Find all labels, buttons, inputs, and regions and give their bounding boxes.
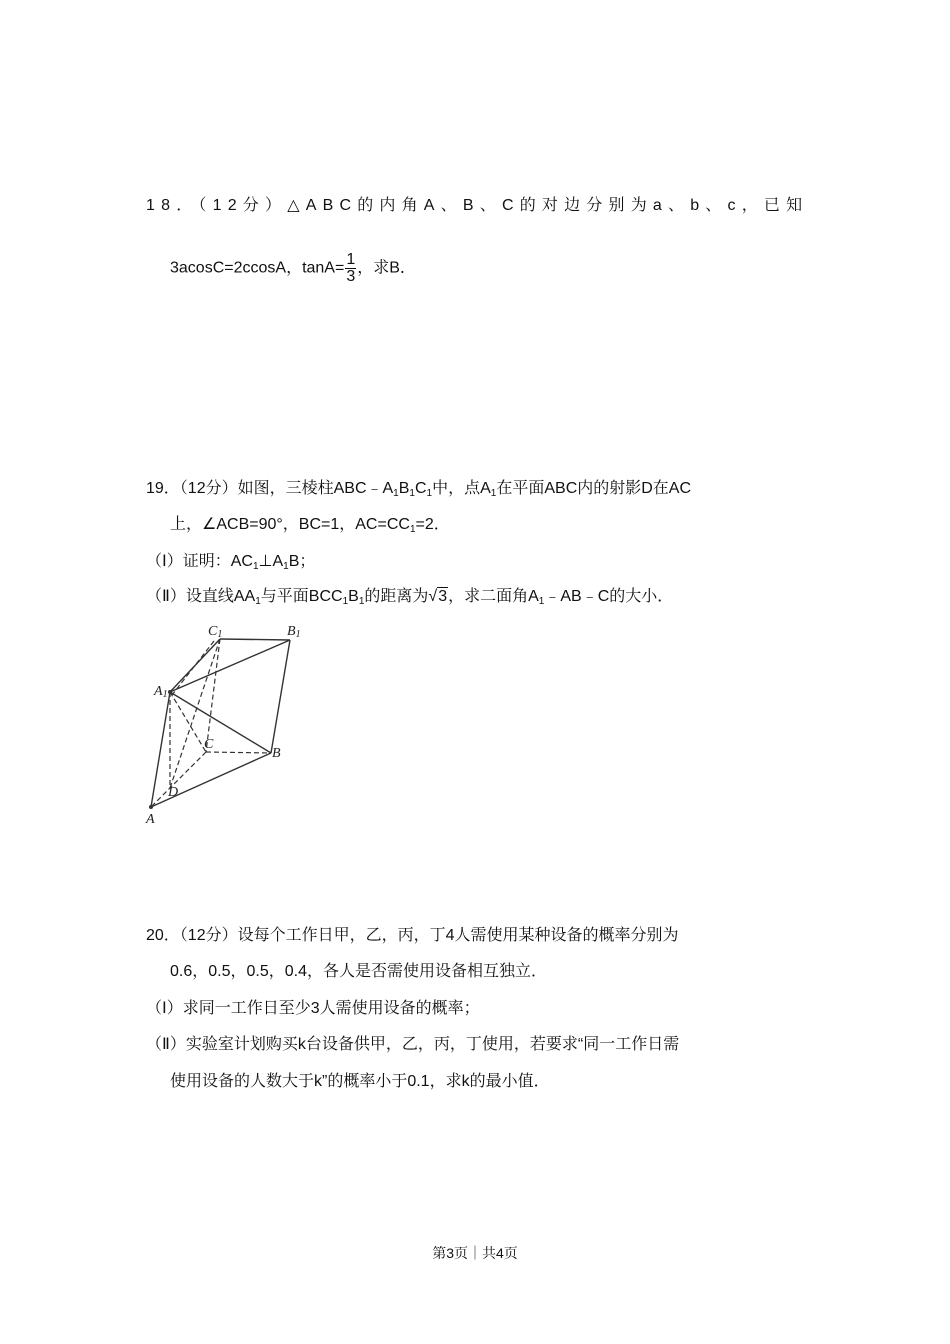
fraction-one-third: $\frac{1}{3}$ <box>346 251 356 285</box>
label-b: B <box>272 746 281 761</box>
q20-line2: 0.6，0.5，0.5，0.4，各人是否需使用设备相互独立． <box>170 963 547 980</box>
q20-part2-line1: （Ⅱ）实验室计划购买k台设备供甲，乙，丙，丁使用，若要求“同一工作日需 <box>146 1036 680 1053</box>
prism-figure <box>140 615 320 830</box>
page-footer: 第3页｜共4页 <box>432 1245 518 1261</box>
label-a1: A1 <box>154 684 168 700</box>
q20-part1: （Ⅰ）求同一工作日至少3人需使用设备的概率； <box>146 1000 480 1017</box>
q19-line1: 19．（12分）如图，三棱柱$ABC﹣A_1B_1C_1$中，点$A_1$在平面ABC内的射影D在AC <box>146 480 692 499</box>
label-d: D <box>168 785 179 800</box>
q19-line2: 上，∠ACB=90°，BC=1，$AC=CC_1=2$． <box>170 516 450 535</box>
q20-part2-line2: 使用设备的人数大于k”的概率小于0.1，求k的最小值． <box>170 1073 550 1090</box>
q19-part2: （Ⅱ）设直线$AA_1$与平面$BCC_1B_1$的距离为√3，求二面角$A_1﹣AB﹣C$的大小． <box>146 588 674 607</box>
label-a: A <box>146 812 155 827</box>
label-c1: C1 <box>208 624 223 640</box>
label-b1: B1 <box>287 624 301 640</box>
label-c: C <box>204 737 214 752</box>
q18-line2 <box>170 252 416 285</box>
sqrt-three: √3 <box>428 588 448 605</box>
q18-line2-prefix: 3acosC=2ccosA，tanA= <box>170 259 345 277</box>
q19-part1: （Ⅰ）证明：$AC_1\perp A_1B$； <box>146 553 316 572</box>
q18-line1: 18．（12分）△ABC的内角A、B、C的对边分别为a、b、c，已知 <box>146 197 809 214</box>
q20-line1: 20．（12分）设每个工作日甲，乙，丙，丁4人需使用某种设备的概率分别为 <box>146 927 679 944</box>
q18-line2-suffix: ，求B． <box>357 259 416 277</box>
